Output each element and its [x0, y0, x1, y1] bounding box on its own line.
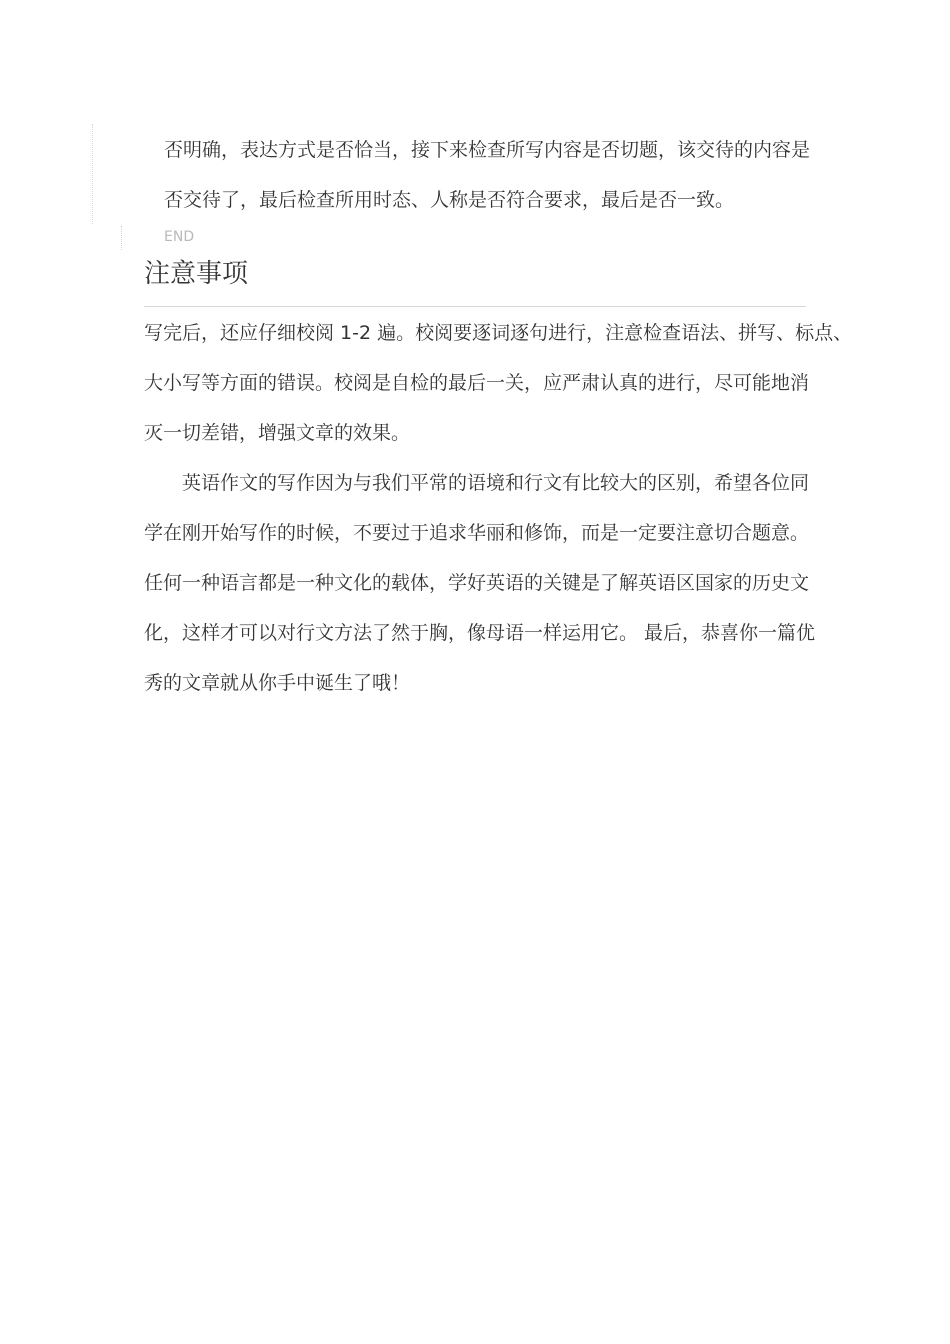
- section-title: 注意事项: [144, 259, 249, 289]
- end-dotted-border: [121, 226, 122, 250]
- paragraph-line: 化，这样才可以对行文方法了然于胸，像母语一样运用它。 最后，恭喜你一篇优: [144, 622, 816, 644]
- paragraph-line: 任何一种语言都是一种文化的载体，学好英语的关键是了解英语区国家的历史文: [144, 572, 810, 594]
- quote-line: 否明确，表达方式是否恰当，接下来检查所写内容是否切题，该交待的内容是: [164, 139, 811, 161]
- paragraph-line: 学在刚开始写作的时候，不要过于追求华丽和修饰，而是一定要注意切合题意。: [144, 522, 810, 544]
- quote-line: 否交待了，最后检查所用时态、人称是否符合要求，最后是否一致。: [164, 189, 735, 211]
- paragraph-line: 灭一切差错，增强文章的效果。: [144, 422, 411, 444]
- paragraph-line: 写完后，还应仔细校阅 1-2 遍。校阅要逐词逐句进行，注意检查语法、拼写、标点、: [144, 322, 853, 344]
- quote-dotted-border: [92, 124, 93, 224]
- title-divider: [144, 306, 806, 307]
- paragraph-line: 大小写等方面的错误。校阅是自检的最后一关，应严肃认真的进行，尽可能地消: [144, 372, 810, 394]
- paragraph-line: 秀的文章就从你手中诞生了哦！: [144, 672, 411, 694]
- end-label: END: [164, 229, 195, 245]
- paragraph-line: 英语作文的写作因为与我们平常的语境和行文有比较大的区别，希望各位同: [182, 472, 810, 494]
